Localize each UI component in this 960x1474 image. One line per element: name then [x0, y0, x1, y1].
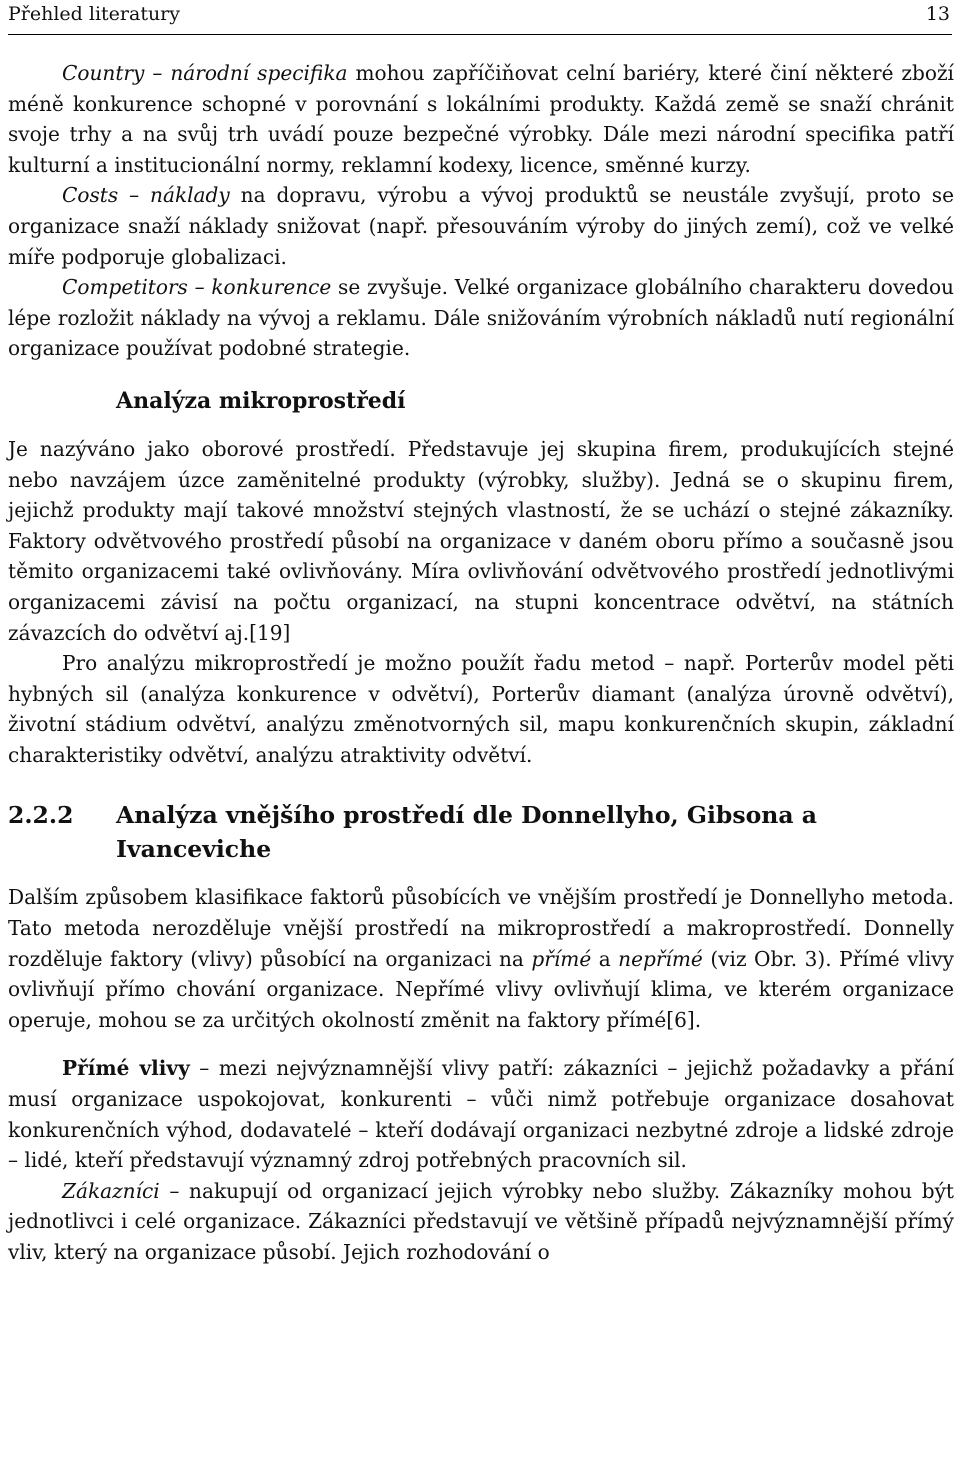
paragraph-costs — [8, 180, 954, 272]
paragraph-text: na dopravu, výrobu a vývoj produktů se neustále zvyšují, proto se organizace snaží náklady snižovat (např. přesouváním výroby do jiných zemí), což ve velké míře podporuje globalizaci. — [8, 183, 955, 269]
paragraph-text: – nakupují od organizací jejich výrobky nebo služby. Zákazníky mohou být jednotlivci i celé organizace. Zákazníci představují ve většině případů nejvýznamnější přímý vliv, který na organizace působí. Jejich rozhodování o — [8, 1178, 954, 1264]
paragraph-text: mohou zapříčiňovat celní bariéry, které činí některé zboží méně konkurence schopné v porovnání s lokálními produkty. Každá země se snaží chránit svoje trhy a na svůj trh uvádí pouze bezpečné výrobky. Dále mezi národní specifika patří kulturní a institucionální normy, reklamní kodexy, licence, směnné kurzy. — [8, 61, 954, 177]
page-number: 13 — [925, 3, 950, 25]
paragraph-text: (viz Obr. 3). Přímé vlivy ovlivňují přímo chování organizace. Nepřímé vlivy ovlivňují klima, ve kterém organizace operuje, mohou se za určitých okolností změnit na faktory přímé[6]. — [8, 946, 954, 1032]
running-header — [8, 0, 952, 35]
term-customers: Zákazníci — [62, 1178, 160, 1203]
paragraph-competitors — [8, 272, 954, 364]
header-section-title: Přehled literatury — [8, 3, 181, 25]
paragraph-donnelly — [8, 882, 954, 1035]
paragraph-methods: Pro analýzu mikroprostředí je možno použít řadu metod – např. Porterův model pěti hybných sil (analýza konkurence v odvětví), Porterův diamant (analýza úrovně odvětví), životní stádium odvětví, analýzu změnotvorných sil, mapu konkurenčních skupin, základní charakteristiky odvětví, analýzu atraktivity odvětví. — [8, 651, 954, 767]
paragraph-customers — [8, 1176, 954, 1268]
paragraph-text: a — [591, 946, 619, 971]
paragraph-direct-influences — [8, 1053, 954, 1175]
term-indirect: nepřímé — [618, 946, 703, 971]
paragraph-text: Dalším způsobem klasifikace faktorů působících ve vnějším prostředí je Donnellyho metoda. Tato metoda nerozděluje vnější prostředí na mikroprostředí a makroprostředí. Donnelly rozděluje faktory (vlivy) působící na organizaci na — [8, 885, 954, 971]
term-country: Country – národní specifika — [62, 61, 348, 85]
term-competitors: Competitors – konkurence — [62, 275, 332, 300]
term-direct-influences: Přímé vlivy — [62, 1056, 190, 1081]
subheading-microenvironment: Analýza mikroprostředí — [116, 387, 406, 414]
paragraph-microenvironment: Je nazýváno jako oborové prostředí. Představuje jej skupina firem, produkujících stejné nebo navzájem úzce zaměnitelné produkty (výrobky, služby). Jedná se o skupinu firem, jejichž produkty mají takové množství stejných vlastností, že se uchází o stejné zákazníky. Faktory odvětvového prostředí působí na organizace v daném oboru přímo a současně jsou těmito organizacemi také ovlivňovány. Míra ovlivňování odvětvového prostředí jednotlivými organizacemi závisí na počtu organizací, na stupni koncentrace odvětví, na státních závazcích do odvětví aj.[19] — [8, 436, 954, 645]
term-direct: přímé — [531, 946, 592, 971]
section-title: Analýza vnějšího prostředí dle Donnellyho, Gibsona a Ivanceviche — [116, 801, 817, 864]
section-heading — [8, 798, 954, 866]
paragraph-text: se zvyšuje. Velké organizace globálního charakteru dovedou lépe rozložit náklady na vývoj a reklamu. Dále snižováním výrobních nákladů nutí regionální organizace používat podobné strategie. — [8, 275, 954, 361]
paragraph-country — [8, 58, 954, 180]
paragraph-text: – mezi nejvýznamnější vlivy patří: zákazníci – jejichž požadavky a přání musí organizace uspokojovat, konkurenti – vůči nimž potřebuje organizace dosahovat konkurenčních výhod, dodavatelé – kteří dodávají organizaci nezbytné zdroje a lidské zdroje – lidé, kteří představují významný zdroj potřebných pracovních sil. — [8, 1056, 954, 1173]
section-number: 2.2.2 — [8, 801, 74, 830]
document-body — [8, 58, 954, 1268]
term-costs: Costs – náklady — [62, 183, 230, 208]
